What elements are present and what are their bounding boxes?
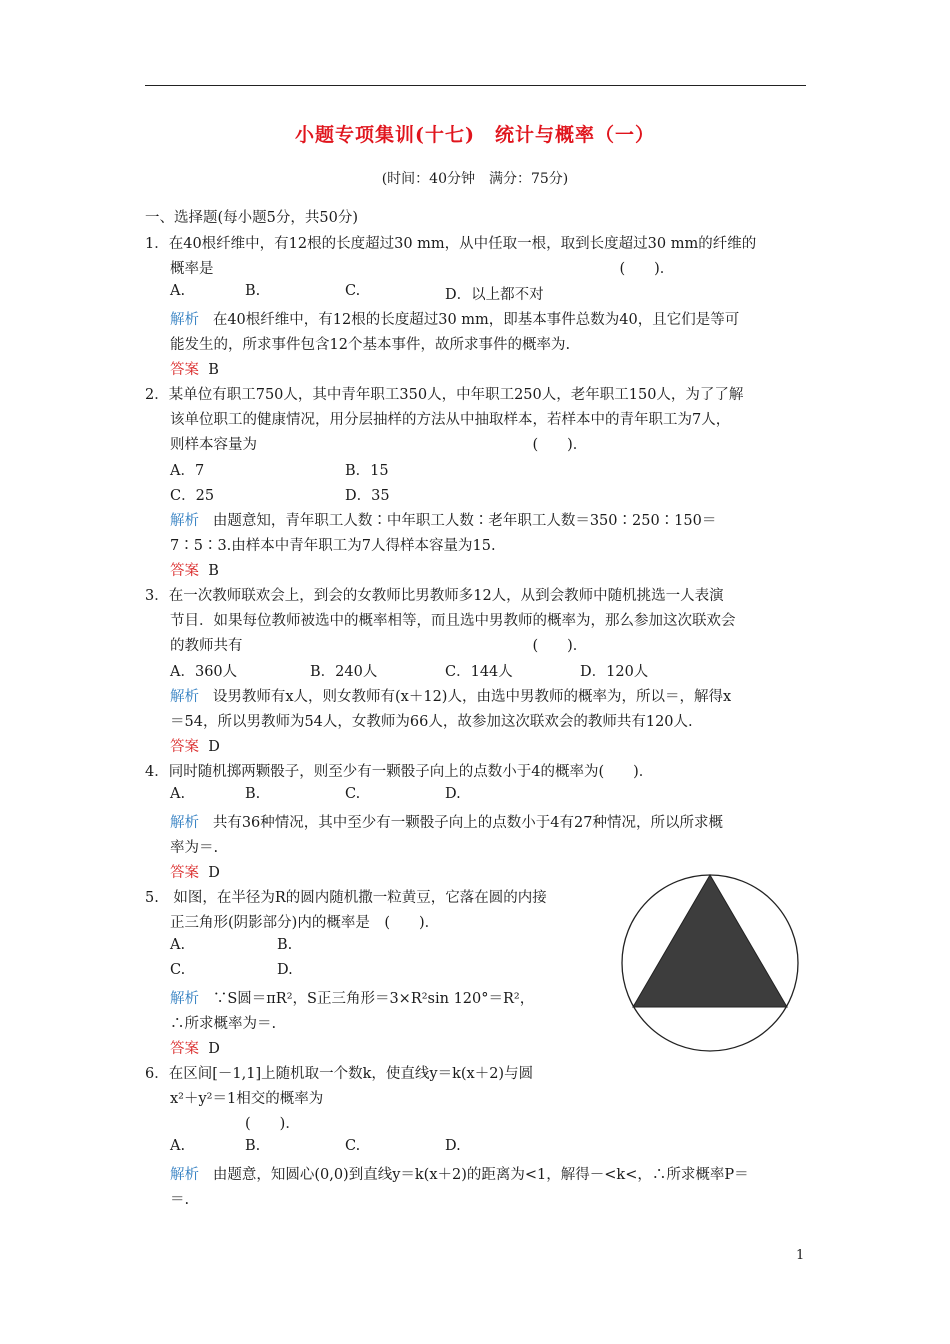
- analysis-label: 解析: [170, 312, 199, 328]
- option-b: B.: [245, 1138, 261, 1154]
- answer-label: 答案: [170, 865, 199, 881]
- answer-label: 答案: [170, 1041, 199, 1057]
- option-c: C．144人: [445, 664, 513, 680]
- question-stem: 1．在40根纤维中，有12根的长度超过30 mm，从中任取一根，取到长度超过30 mm的纤维的: [145, 236, 757, 252]
- question-stem: 的教师共有 ( )．: [170, 638, 588, 654]
- option-a: A．360人: [170, 664, 238, 680]
- analysis-text: 设男教师有x人，则女教师有(x＋12)人，由选中男教师的概率为，所以＝，解得x: [212, 689, 732, 705]
- question-stem: ( )．: [245, 1116, 300, 1132]
- option-a: A.: [170, 283, 186, 299]
- answer-value: D: [208, 739, 220, 755]
- option-d: D.: [277, 962, 293, 978]
- analysis-text: 共有36种情况，其中至少有一颗骰子向上的点数小于4有27种情况，所以所求概: [212, 815, 723, 831]
- option-a: A.: [170, 937, 186, 953]
- option-c: C.: [345, 283, 361, 299]
- option-d: D.: [445, 786, 461, 802]
- option-a: A．7: [170, 463, 205, 479]
- answer-label: 答案: [170, 362, 199, 378]
- page-number: 1: [796, 1248, 805, 1263]
- question-stem: 2．某单位有职工750人，其中青年职工350人，中年职工250人，老年职工150人，为了了解: [145, 387, 744, 403]
- option-c: C.: [170, 962, 186, 978]
- page-title: 小题专项集训(十七) 统计与概率（一）: [295, 124, 655, 146]
- analysis-text: ∴所求概率为＝.: [170, 1016, 277, 1032]
- option-d: D．以上都不对: [445, 287, 544, 303]
- option-a: A.: [170, 786, 186, 802]
- option-b: B．240人: [310, 664, 378, 680]
- question-stem: 概率是 ( )．: [170, 261, 675, 277]
- question-stem: 该单位职工的健康情况，用分层抽样的方法从中抽取样本，若样本中的青年职工为7人，: [170, 412, 731, 428]
- question-stem: 6．在区间[－1,1]上随机取一个数k，使直线y＝k(x＋2)与圆: [145, 1066, 534, 1082]
- question-stem: 则样本容量为 ( )．: [170, 437, 588, 453]
- option-b: B.: [245, 283, 261, 299]
- question-stem: 3．在一次教师联欢会上，到会的女教师比男教师多12人，从到会教师中随机挑选一人表演: [145, 588, 724, 604]
- option-d: D.: [445, 1138, 461, 1154]
- option-a: A.: [170, 1138, 186, 1154]
- analysis-text: ∵S圆＝πR²，S正三角形＝3×R²sin 120°＝R²，: [212, 991, 535, 1007]
- answer-label: 答案: [170, 563, 199, 579]
- option-b: B.: [277, 937, 293, 953]
- section-heading: 一、选择题(每小题5分，共50分): [145, 210, 358, 226]
- analysis-label: 解析: [170, 991, 199, 1007]
- header-rule: [145, 85, 806, 86]
- analysis-label: 解析: [170, 1167, 199, 1183]
- answer-value: D: [208, 1041, 220, 1057]
- option-c: C．25: [170, 488, 215, 504]
- analysis-text: ＝54，所以男教师为54人，女教师为66人，故参加这次联欢会的教师共有120人.: [170, 714, 693, 730]
- inscribed-triangle-figure: [620, 873, 800, 1053]
- answer-value: D: [208, 865, 220, 881]
- analysis-text: 由题意，知圆心(0,0)到直线y＝k(x＋2)的距离为<1，解得－<k<，∴所求概率P＝: [212, 1167, 749, 1183]
- analysis-text: 能发生的，所求事件包含12个基本事件，故所求事件的概率为.: [170, 337, 571, 353]
- option-b: B．15: [345, 463, 389, 479]
- analysis-text: 7∶5∶3.由样本中青年职工为7人得样本容量为15.: [170, 538, 496, 554]
- answer-label: 答案: [170, 739, 199, 755]
- shaded-triangle: [633, 875, 787, 1007]
- analysis-label: 解析: [170, 689, 199, 705]
- option-d: D．120人: [580, 664, 649, 680]
- option-c: C.: [345, 786, 361, 802]
- question-stem: 4．同时随机掷两颗骰子，则至少有一颗骰子向上的点数小于4的概率为( )．: [145, 764, 654, 780]
- question-stem: 正三角形(阴影部分)内的概率是 ( )．: [170, 915, 440, 931]
- answer-value: B: [208, 563, 219, 579]
- question-stem: 节目．如果每位教师被选中的概率相等，而且选中男教师的概率为，那么参加这次联欢会: [170, 613, 736, 629]
- question-stem: 5. 如图，在半径为R的圆内随机撒一粒黄豆，它落在圆的内接: [145, 890, 547, 906]
- question-stem: x²＋y²＝1相交的概率为: [170, 1091, 324, 1107]
- analysis-label: 解析: [170, 513, 199, 529]
- analysis-text: 率为＝.: [170, 840, 219, 856]
- option-c: C.: [345, 1138, 361, 1154]
- analysis-label: 解析: [170, 815, 199, 831]
- page-subtitle: (时间：40分钟 满分：75分): [381, 171, 569, 187]
- analysis-text: 在40根纤维中，有12根的长度超过30 mm，即基本事件总数为40，且它们是等可: [212, 312, 740, 328]
- analysis-text: 由题意知，青年职工人数∶中年职工人数∶老年职工人数＝350∶250∶150＝: [212, 513, 717, 529]
- answer-value: B: [208, 362, 219, 378]
- option-b: B.: [245, 786, 261, 802]
- analysis-text: ＝.: [170, 1192, 190, 1208]
- option-d: D．35: [345, 488, 390, 504]
